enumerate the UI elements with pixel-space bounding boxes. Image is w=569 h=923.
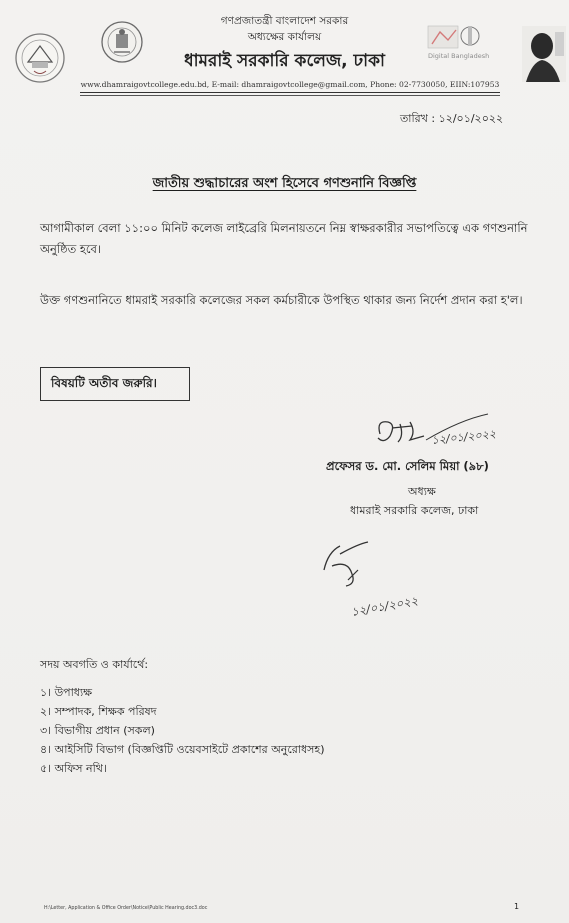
principal-signature <box>370 410 520 460</box>
copy-to-heading: সদয় অবগতি ও কার্যার্থে: <box>40 658 149 671</box>
copy-to-item: ২। সম্পাদক, শিক্ষক পরিষদ <box>40 705 157 718</box>
body-paragraph-2: উক্ত গণশুনানিতে ধামরাই সরকারি কলেজের সকল কর্মচারীকে উপস্থিত থাকার জন্য নির্দেশ প্রদান করা হ'ল। <box>40 293 523 307</box>
footer-file-path: H:\Letter, Application & Office Order\Notice\Public Hearing.doc3.doc <box>44 906 208 911</box>
second-signature <box>318 540 448 620</box>
notice-subject-text: জাতীয় শুদ্ধাচারের অংশ হিসেবে গণশুনানি বিজ্ঞপ্তি <box>152 176 417 191</box>
body-paragraph-1: আগামীকাল বেলা ১১:০০ মিনিট কলেজ লাইব্রেরি মিলনায়তনে নিম্ন স্বাক্ষরকারীর সভাপতিত্বে এক গণশুনানি অনুষ্ঠিত হবে। <box>40 221 528 256</box>
signatory-office: ধামরাই সরকারি কলেজ, ঢাকা <box>350 504 479 517</box>
header-office-line: অধ্যক্ষের কার্যালয় <box>247 31 322 43</box>
header-contact-line: www.dhamraigovtcollege.edu.bd, E-mail: dhamraigovtcollege@gmail.com, Phone: 02-7730050, EIIN:107953 <box>80 80 500 89</box>
urgent-notice-box: বিষয়টি অতীব জরুরি। <box>40 367 190 401</box>
header-college-name: ধামরাই সরকারি কলেজ, ঢাকা <box>184 51 385 71</box>
document-date: তারিখ : ১২/০১/২০২২ <box>400 112 504 125</box>
signatory-name: প্রফেসর ড. মো. সেলিম মিয়া (৯৮) <box>326 459 489 473</box>
copy-to-item: ৪। আইসিটি বিভাগ (বিজ্ঞপ্তিটি ওয়েবসাইটে প্রকাশের অনুরোধসহ) <box>40 743 325 756</box>
header-divider-thick <box>80 92 500 93</box>
page-number: 1 <box>514 902 520 911</box>
header-government-line: গণপ্রজাতন্ত্রী বাংলাদেশ সরকার <box>220 15 349 27</box>
copy-to-item: ৫। অফিস নথি। <box>40 762 107 775</box>
header-divider-thin <box>80 95 500 96</box>
copy-to-list <box>40 683 324 778</box>
notice-subject <box>0 174 569 195</box>
copy-to-item: ১। উপাধ্যক্ষ <box>40 686 93 699</box>
principal-signature-date: ১২/০১/২০২২ <box>430 427 497 447</box>
copy-to-item: ৩। বিভাগীয় প্রধান (সকল) <box>40 724 155 737</box>
second-signature-date: ১২/০১/২০২২ <box>350 593 420 619</box>
digital-bangladesh-text: Digital Bangladesh <box>428 52 490 60</box>
signatory-designation: অধ্যক্ষ <box>408 485 436 498</box>
